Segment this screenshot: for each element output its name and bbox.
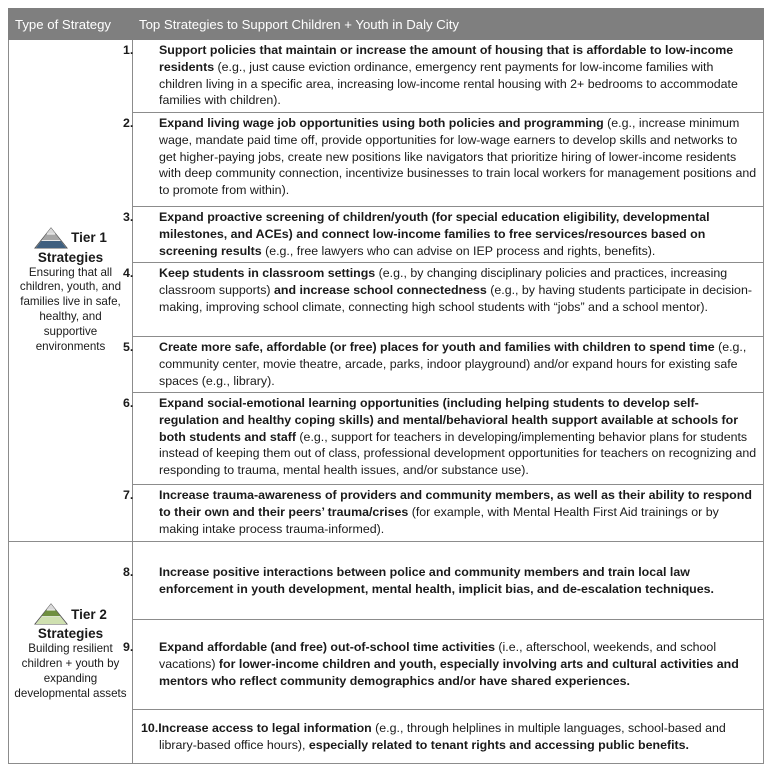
tier-2-description: Building resilient children + youth by expanding developmental assets — [14, 642, 127, 700]
strategy-bold-text: Keep students in classroom settings — [159, 266, 376, 280]
strategy-detail-text: (e.g., support for teachers in developing/implementing behavior plans for students instead of keeping them out of class, professional development opportunities for teachers on recognizing and responding to trauma, mental health issues, and/or substance use). — [159, 429, 757, 478]
strategy-table-container — [8, 8, 763, 764]
strategy-10 — [133, 710, 764, 764]
header-row — [9, 9, 764, 40]
strategy-2 — [123, 113, 764, 207]
strategy-number: 3. — [123, 210, 134, 224]
strategy-9 — [123, 620, 764, 710]
tier-2-heading — [13, 603, 128, 625]
strategy-bold-text: Expand proactive screening of children/youth (for special education eligibility, developmental milestones, and ACEs) and connect low-income families to free services/resources based on screening results — [159, 210, 710, 258]
tier-1-label: Tier 1 — [71, 230, 107, 246]
strategy-detail-text-2: (e.g., by having students participate in decision-making, improving school climate, connecting high school students with “jobs” and a school mentor). — [159, 282, 752, 314]
strategy-6 — [123, 393, 764, 485]
strategy-bold-text: Support policies that maintain or increase the amount of housing that is affordable to low-income residents — [159, 43, 734, 74]
tier-1-cell — [9, 40, 133, 542]
strategy-number: 5. — [123, 340, 134, 354]
strategy-detail-text: (for example, with Mental Health First Aid trainings or by making intake process trauma-informed). — [159, 504, 719, 536]
strategy-row — [9, 542, 764, 620]
strategy-bold-text-2: for lower-income children and youth, especially involving arts and cultural activities and mentors who reflect community demographics and/or have shared experiences. — [159, 657, 739, 688]
strategy-bold-text: Expand living wage job opportunities using both policies and programming — [159, 116, 604, 130]
pyramid-tier-1-icon — [34, 227, 68, 249]
strategy-detail-text: (e.g., by changing disciplinary policies and practices, increasing classroom supports) — [159, 266, 728, 297]
strategy-number: 10. — [141, 720, 159, 735]
tier-1-heading — [13, 227, 128, 249]
strategy-bold-text: Expand affordable (and free) out-of-school time activities — [159, 640, 495, 655]
tier-1-description: Ensuring that all children, youth, and families live in safe, healthy, and supportive environments — [19, 265, 122, 353]
strategy-detail-text: (e.g., just cause eviction ordinance, emergency rent payments for low-income families with children living in a specific area, increasing low-income rental housing with 2+ bedrooms to accommodate families with children). — [159, 59, 738, 108]
pyramid-tier-2-icon — [34, 603, 68, 625]
strategy-detail-text: (i.e., afterschool, weekends, and school vacations) — [159, 640, 717, 672]
strategy-5 — [123, 337, 764, 393]
strategy-8 — [123, 542, 764, 620]
strategy-bold-text-2: especially related to tenant rights and accessing public benefits. — [308, 737, 689, 752]
header-top-strategies: Top Strategies to Support Children + Youth in Daly City — [133, 9, 764, 40]
strategy-3 — [123, 207, 764, 263]
strategy-detail-text: (e.g., free lawyers who can advise on IEP process and rights, benefits). — [261, 243, 656, 258]
tier-2-sublabel: Strategies — [37, 626, 104, 642]
strategy-row — [9, 40, 764, 113]
strategy-number: 4. — [123, 266, 134, 280]
strategy-number: 1. — [123, 43, 134, 57]
tier-1-sublabel: Strategies — [37, 249, 104, 265]
strategy-number: 2. — [123, 116, 134, 130]
tier-2-label: Tier 2 — [71, 606, 107, 622]
strategy-detail-text: (e.g., community center, movie theatre, arcade, parks, indoor playground) and/or expand hours for existing safe spaces (e.g., library). — [159, 340, 747, 388]
strategy-7 — [123, 485, 764, 542]
strategy-bold-text: Expand social-emotional learning opportunities (including helping students to develop self-regulation and healthy coping skills) and mental/behavioral health support available at schools for both students and staff — [159, 396, 739, 444]
strategy-number: 8. — [123, 564, 134, 579]
strategy-table — [8, 8, 764, 764]
strategy-bold-text: Increase access to legal information — [158, 720, 372, 735]
strategy-bold-text-2: and increase school connectedness — [274, 282, 487, 297]
strategy-number: 6. — [123, 396, 134, 410]
strategy-number: 9. — [123, 640, 134, 655]
strategy-1 — [123, 40, 764, 113]
strategy-detail-text: (e.g., through helplines in multiple languages, school-based and library-based office hours), — [159, 720, 726, 752]
header-type-of-strategy: Type of Strategy — [9, 9, 133, 40]
tier-2-cell — [9, 542, 133, 764]
strategy-bold-text: Create more safe, affordable (or free) places for youth and families with children to spend time — [159, 340, 715, 354]
strategy-detail-text: (e.g., increase minimum wage, mandate paid time off, provide opportunities for low-wage earners to develop skills and networks to get higher-paying jobs, create new positions like navigators that prioritize hiring of lower-income residents with deep community connection, incentivize businesses to train local workers for management positions and to promote from within). — [159, 116, 757, 198]
strategy-4 — [123, 263, 764, 337]
strategy-bold-text: Increase positive interactions between police and community members and train local law enforcement in youth development, mental health, implicit bias, and de-escalation techniques. — [159, 564, 714, 596]
strategy-bold-text: Increase trauma-awareness of providers and community members, as well as their ability to respond to their own and their peers’ trauma/crises — [159, 488, 752, 519]
strategy-number: 7. — [123, 488, 134, 502]
